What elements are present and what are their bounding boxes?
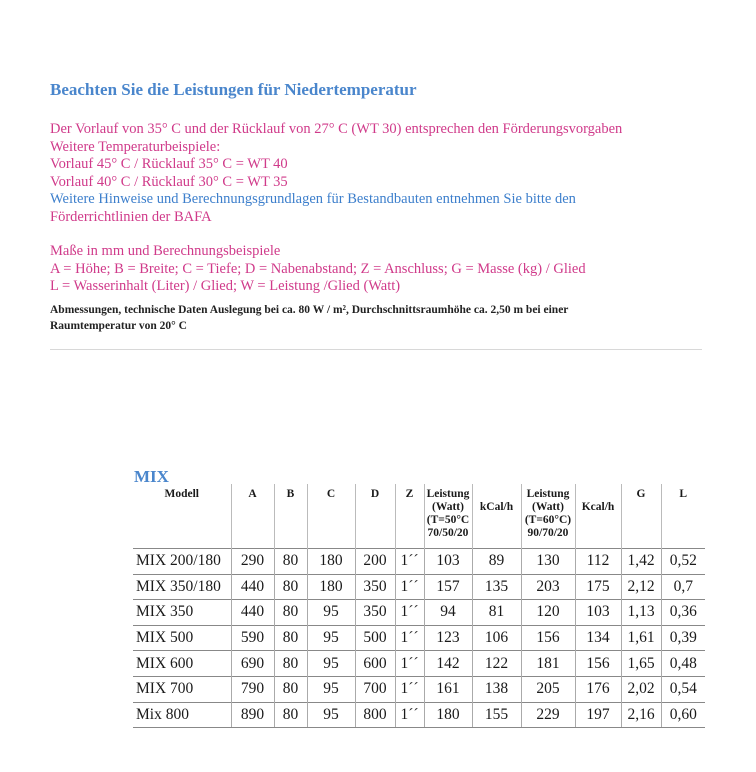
table-cell: 80 — [274, 549, 307, 575]
table-cell: 2,16 — [621, 702, 661, 728]
table-cell: 0,54 — [661, 676, 705, 702]
table-cell: 440 — [231, 600, 274, 626]
table-cell: 134 — [575, 625, 621, 651]
table-cell: 80 — [274, 600, 307, 626]
table-cell: 95 — [307, 625, 355, 651]
table-cell: 157 — [424, 574, 472, 600]
table-cell: 350 — [355, 574, 395, 600]
table-title: MIX — [134, 467, 169, 486]
table-cell: 106 — [472, 625, 521, 651]
intro-line: Weitere Temperaturbeispiele: — [50, 138, 221, 155]
table-row — [133, 625, 705, 651]
table-row — [133, 574, 705, 600]
divider — [50, 349, 702, 350]
model-cell: MIX 200/180 — [133, 549, 231, 575]
table-cell: 142 — [424, 651, 472, 677]
table-cell: 2,12 — [621, 574, 661, 600]
table-cell: 1´´ — [395, 574, 424, 600]
table-row — [133, 549, 705, 575]
table-cell: 180 — [424, 702, 472, 728]
dimensions-line: A = Höhe; B = Breite; C = Tiefe; D = Nabenabstand; Z = Anschluss; G = Masse (kg) / Glied — [50, 260, 586, 277]
table-cell: 80 — [274, 702, 307, 728]
table-cell: 135 — [472, 574, 521, 600]
table-cell: 156 — [575, 651, 621, 677]
model-cell: Mix 800 — [133, 702, 231, 728]
header-leistung-50: Leistung (Watt) (T=50°C 70/50/20 — [424, 484, 472, 549]
table-cell: 155 — [472, 702, 521, 728]
table-header-row — [133, 484, 705, 549]
table-cell: 800 — [355, 702, 395, 728]
header-a: A — [231, 484, 274, 549]
table-cell: 138 — [472, 676, 521, 702]
table-cell: 500 — [355, 625, 395, 651]
table-cell: 203 — [521, 574, 575, 600]
table-cell: 120 — [521, 600, 575, 626]
table-cell: 94 — [424, 600, 472, 626]
table-cell: 180 — [307, 549, 355, 575]
table-cell: 350 — [355, 600, 395, 626]
table-row — [133, 702, 705, 728]
table-cell: 80 — [274, 651, 307, 677]
table-cell: 1,13 — [621, 600, 661, 626]
header-z: Z — [395, 484, 424, 549]
header-c: C — [307, 484, 355, 549]
intro-line: Der Vorlauf von 35° C und der Rücklauf von 27° C (WT 30) entsprechen den Förderungsvorgaben — [50, 121, 623, 137]
intro-line: Vorlauf 40° C / Rücklauf 30° C = WT 35 — [50, 173, 288, 190]
table-cell: 1,42 — [621, 549, 661, 575]
table-cell: 95 — [307, 600, 355, 626]
dimensions-line: Maße in mm und Berechnungsbeispiele — [50, 243, 281, 259]
table-cell: 95 — [307, 702, 355, 728]
table-cell: 81 — [472, 600, 521, 626]
table-cell: 690 — [231, 651, 274, 677]
table-cell: 0,39 — [661, 625, 705, 651]
table-cell: 590 — [231, 625, 274, 651]
intro-text — [50, 121, 750, 296]
header-leistung-60: Leistung (Watt) (T=60°C) 90/70/20 — [521, 484, 575, 549]
table-cell: 161 — [424, 676, 472, 702]
table-cell: 1´´ — [395, 600, 424, 626]
table-cell: 890 — [231, 702, 274, 728]
header-kcal-2: Kcal/h — [575, 484, 621, 549]
table-cell: 197 — [575, 702, 621, 728]
table-cell: 440 — [231, 574, 274, 600]
table-cell: 176 — [575, 676, 621, 702]
table-cell: 130 — [521, 549, 575, 575]
header-d: D — [355, 484, 395, 549]
table-cell: 290 — [231, 549, 274, 575]
table-cell: 600 — [355, 651, 395, 677]
table-cell: 205 — [521, 676, 575, 702]
table-cell: 1´´ — [395, 676, 424, 702]
table-cell: 95 — [307, 676, 355, 702]
note-line: Raumtemperatur von 20° C — [50, 320, 187, 332]
table-cell: 790 — [231, 676, 274, 702]
table-cell: 80 — [274, 625, 307, 651]
table-row — [133, 651, 705, 677]
table-cell: 175 — [575, 574, 621, 600]
header-g: G — [621, 484, 661, 549]
table-cell: 180 — [307, 574, 355, 600]
table-cell: 700 — [355, 676, 395, 702]
mix-data-table — [133, 484, 705, 728]
table-cell: 0,52 — [661, 549, 705, 575]
model-cell: MIX 500 — [133, 625, 231, 651]
table-cell: 95 — [307, 651, 355, 677]
table-cell: 1,61 — [621, 625, 661, 651]
table-cell: 123 — [424, 625, 472, 651]
table-cell: 0,7 — [661, 574, 705, 600]
table-cell: 80 — [274, 676, 307, 702]
dimensions-line: L = Wasserinhalt (Liter) / Glied; W = Leistung /Glied (Watt) — [50, 278, 401, 294]
table-cell: 112 — [575, 549, 621, 575]
table-cell: 2,02 — [621, 676, 661, 702]
table-cell: 1´´ — [395, 651, 424, 677]
table-cell: 122 — [472, 651, 521, 677]
technical-note — [50, 302, 750, 334]
table-cell: 103 — [424, 549, 472, 575]
table-cell: 1´´ — [395, 625, 424, 651]
header-modell: Modell — [164, 488, 199, 500]
intro-line: Weitere Hinweise und Berechnungsgrundlagen für Bestandbauten entnehmen Sie bitte den — [50, 191, 576, 207]
model-cell: MIX 600 — [133, 651, 231, 677]
table-cell: 89 — [472, 549, 521, 575]
table-cell: 0,48 — [661, 651, 705, 677]
table-cell: 0,60 — [661, 702, 705, 728]
table-cell: 103 — [575, 600, 621, 626]
table-cell: 156 — [521, 625, 575, 651]
header-l: L — [661, 484, 705, 549]
table-cell: 181 — [521, 651, 575, 677]
table-cell: 200 — [355, 549, 395, 575]
table-cell: 1´´ — [395, 702, 424, 728]
model-cell: MIX 700 — [133, 676, 231, 702]
intro-line: Förderrichtlinien der BAFA — [50, 208, 212, 225]
table-cell: 80 — [274, 574, 307, 600]
note-line: Abmessungen, technische Daten Auslegung bei ca. 80 W / m², Durchschnittsraumhöhe ca. 2,50 m bei einer — [50, 304, 569, 316]
table-cell: 1´´ — [395, 549, 424, 575]
page-title: Beachten Sie die Leistungen für Niedertemperatur — [50, 80, 417, 99]
table-row — [133, 600, 705, 626]
table-cell: 1,65 — [621, 651, 661, 677]
model-cell: MIX 350 — [133, 600, 231, 626]
table-cell: 229 — [521, 702, 575, 728]
table-row — [133, 676, 705, 702]
header-b: B — [274, 484, 307, 549]
model-cell: MIX 350/180 — [133, 574, 231, 600]
intro-line: Vorlauf 45° C / Rücklauf 35° C = WT 40 — [50, 156, 288, 172]
header-kcal-1: kCal/h — [472, 484, 521, 549]
table-cell: 0,36 — [661, 600, 705, 626]
